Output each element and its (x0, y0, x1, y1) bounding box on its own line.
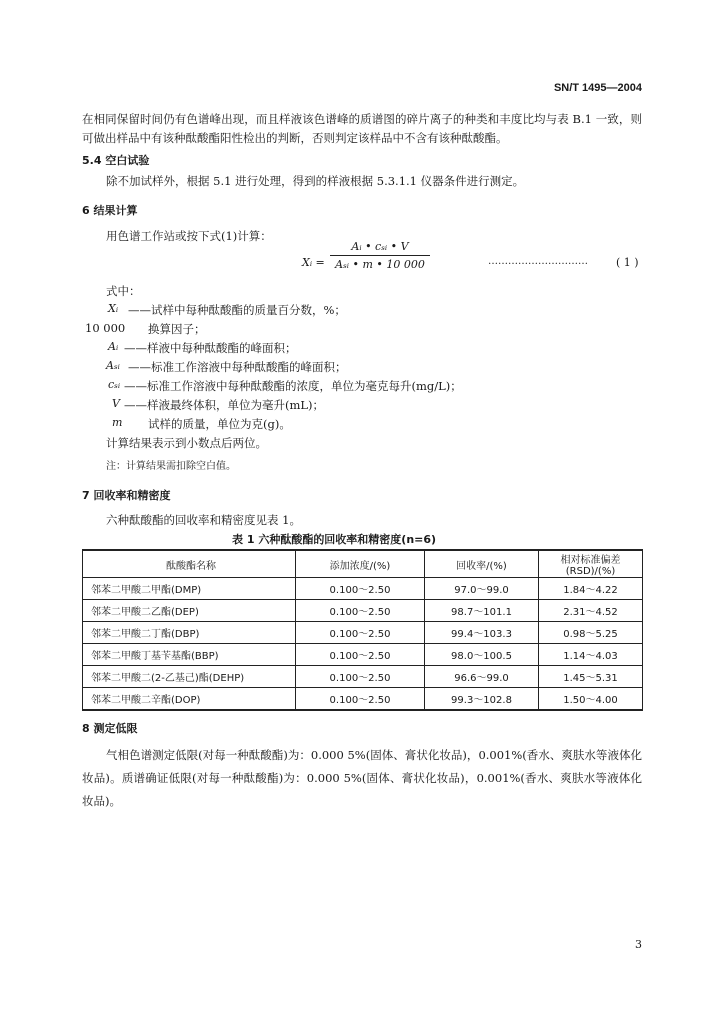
section-8-text: 气相色谱测定低限(对每一种酞酸酯)为：0.000 5%(固体、膏状化妆品)，0.001%(香水、爽肤水等液体化妆品)。质谱确证低限(对每一种酞酸酯)为：0.000 5%(固体、膏状化妆品)，0.001%(香水、爽肤水等液体化妆品)。 (82, 748, 642, 808)
table-cell: 96.6～99.0 (425, 666, 539, 688)
page-number: 3 (635, 938, 642, 951)
document-id-header: SN/T 1495—2004 (553, 82, 642, 94)
table-cell: 邻苯二甲酸二甲酯(DMP) (83, 578, 296, 600)
blank-deduction-note: 注：计算结果需扣除空白值。 (106, 461, 236, 472)
table-cell: 0.100～2.50 (296, 644, 425, 666)
table-cell: 0.98～5.25 (539, 622, 643, 644)
section-8-heading: 8 测定低限 (82, 722, 138, 735)
def-symbol: Aᵢ (108, 340, 119, 353)
table-cell: 1.45～5.31 (539, 666, 643, 688)
recovery-precision-table (82, 549, 643, 711)
def-text: ——标准工作溶液中每种酞酸酯的浓度，单位为毫克每升(mg/L)； (124, 379, 462, 393)
def-text: ——样液中每种酞酸酯的峰面积； (124, 341, 297, 355)
table-header-row (83, 550, 643, 578)
table-cell: 邻苯二甲酸二乙酯(DEP) (83, 600, 296, 622)
table-cell: 0.100～2.50 (296, 578, 425, 600)
section-5-4-text: 除不加试样外，根据 5.1 进行处理，得到的样液根据 5.3.1.1 仪器条件进行测定。 (106, 174, 525, 188)
column-header: 相对标准偏差(RSD)/(%) (539, 550, 643, 578)
continuation-paragraph: 在相同保留时间仍有色谱峰出现，而且样液该色谱峰的质谱图的碎片离子的种类和丰度比均与表 B.1 一致，则可做出样品中有该种酞酸酯阳性检出的判断，否则判定该样品中不含有该种酞酸酯。 (82, 112, 642, 145)
table-cell: 邻苯二甲酸二(2-乙基己)酯(DEHP) (83, 666, 296, 688)
formula-number: ( 1 ) (616, 256, 639, 269)
table-cell: 0.100～2.50 (296, 622, 425, 644)
table-cell: 98.0～100.5 (425, 644, 539, 666)
table-row (83, 578, 643, 600)
def-symbol: cₛᵢ (108, 378, 121, 391)
def-symbol: 10 000 (85, 321, 126, 335)
table-cell: 2.31～4.52 (539, 600, 643, 622)
table-cell: 邻苯二甲酸丁基苄基酯(BBP) (83, 644, 296, 666)
table-cell: 邻苯二甲酸二辛酯(DOP) (83, 688, 296, 711)
column-header: 酞酸酯名称 (83, 550, 296, 578)
column-header: 回收率/(%) (425, 550, 539, 578)
formula-leader: ………………………… (488, 256, 588, 267)
table-caption: 表 1 六种酞酸酯的回收率和精密度(n=6) (232, 533, 437, 546)
result-precision-note: 计算结果表示到小数点后两位。 (106, 436, 267, 450)
table-row (83, 666, 643, 688)
def-symbol: V (112, 397, 120, 410)
def-text: 换算因子； (148, 322, 206, 336)
table-row (83, 688, 643, 711)
def-text: ——试样中每种酞酸酯的质量百分数，%； (128, 303, 346, 317)
def-text: 试样的质量，单位为克(g)。 (148, 417, 291, 431)
table-cell: 邻苯二甲酸二丁酯(DBP) (83, 622, 296, 644)
section-6-intro: 用色谱工作站或按下式(1)计算： (106, 229, 272, 243)
table-row (83, 644, 643, 666)
table-cell: 1.14～4.03 (539, 644, 643, 666)
table-cell: 99.4～103.3 (425, 622, 539, 644)
formula-denominator: Aₛᵢ • m • 10 000 (335, 258, 425, 271)
table-row (83, 622, 643, 644)
def-symbol: m (112, 416, 123, 429)
def-symbol: Xᵢ (108, 302, 119, 315)
formula-lhs: Xᵢ = (302, 256, 325, 269)
table-cell: 97.0～99.0 (425, 578, 539, 600)
table-cell: 0.100～2.50 (296, 600, 425, 622)
table-cell: 1.84～4.22 (539, 578, 643, 600)
def-text: ——样液最终体积，单位为毫升(mL)； (124, 398, 325, 412)
formula-numerator: Aᵢ • cₛᵢ • V (330, 240, 430, 256)
section-7-heading: 7 回收率和精密度 (82, 489, 171, 502)
table-cell: 0.100～2.50 (296, 666, 425, 688)
formula-fraction (330, 240, 430, 271)
def-symbol: Aₛᵢ (106, 359, 120, 372)
section-5-4-heading: 5.4 空白试验 (82, 154, 150, 167)
section-7-text: 六种酞酸酯的回收率和精密度见表 1。 (106, 513, 301, 527)
table-cell: 1.50～4.00 (539, 688, 643, 711)
table-cell: 0.100～2.50 (296, 688, 425, 711)
column-header: 添加浓度/(%) (296, 550, 425, 578)
def-text: ——标准工作溶液中每种酞酸酯的峰面积； (128, 360, 347, 374)
table-row (83, 600, 643, 622)
where-label: 式中： (106, 284, 141, 298)
table-cell: 99.3～102.8 (425, 688, 539, 711)
section-6-heading: 6 结果计算 (82, 204, 138, 217)
table-cell: 98.7～101.1 (425, 600, 539, 622)
